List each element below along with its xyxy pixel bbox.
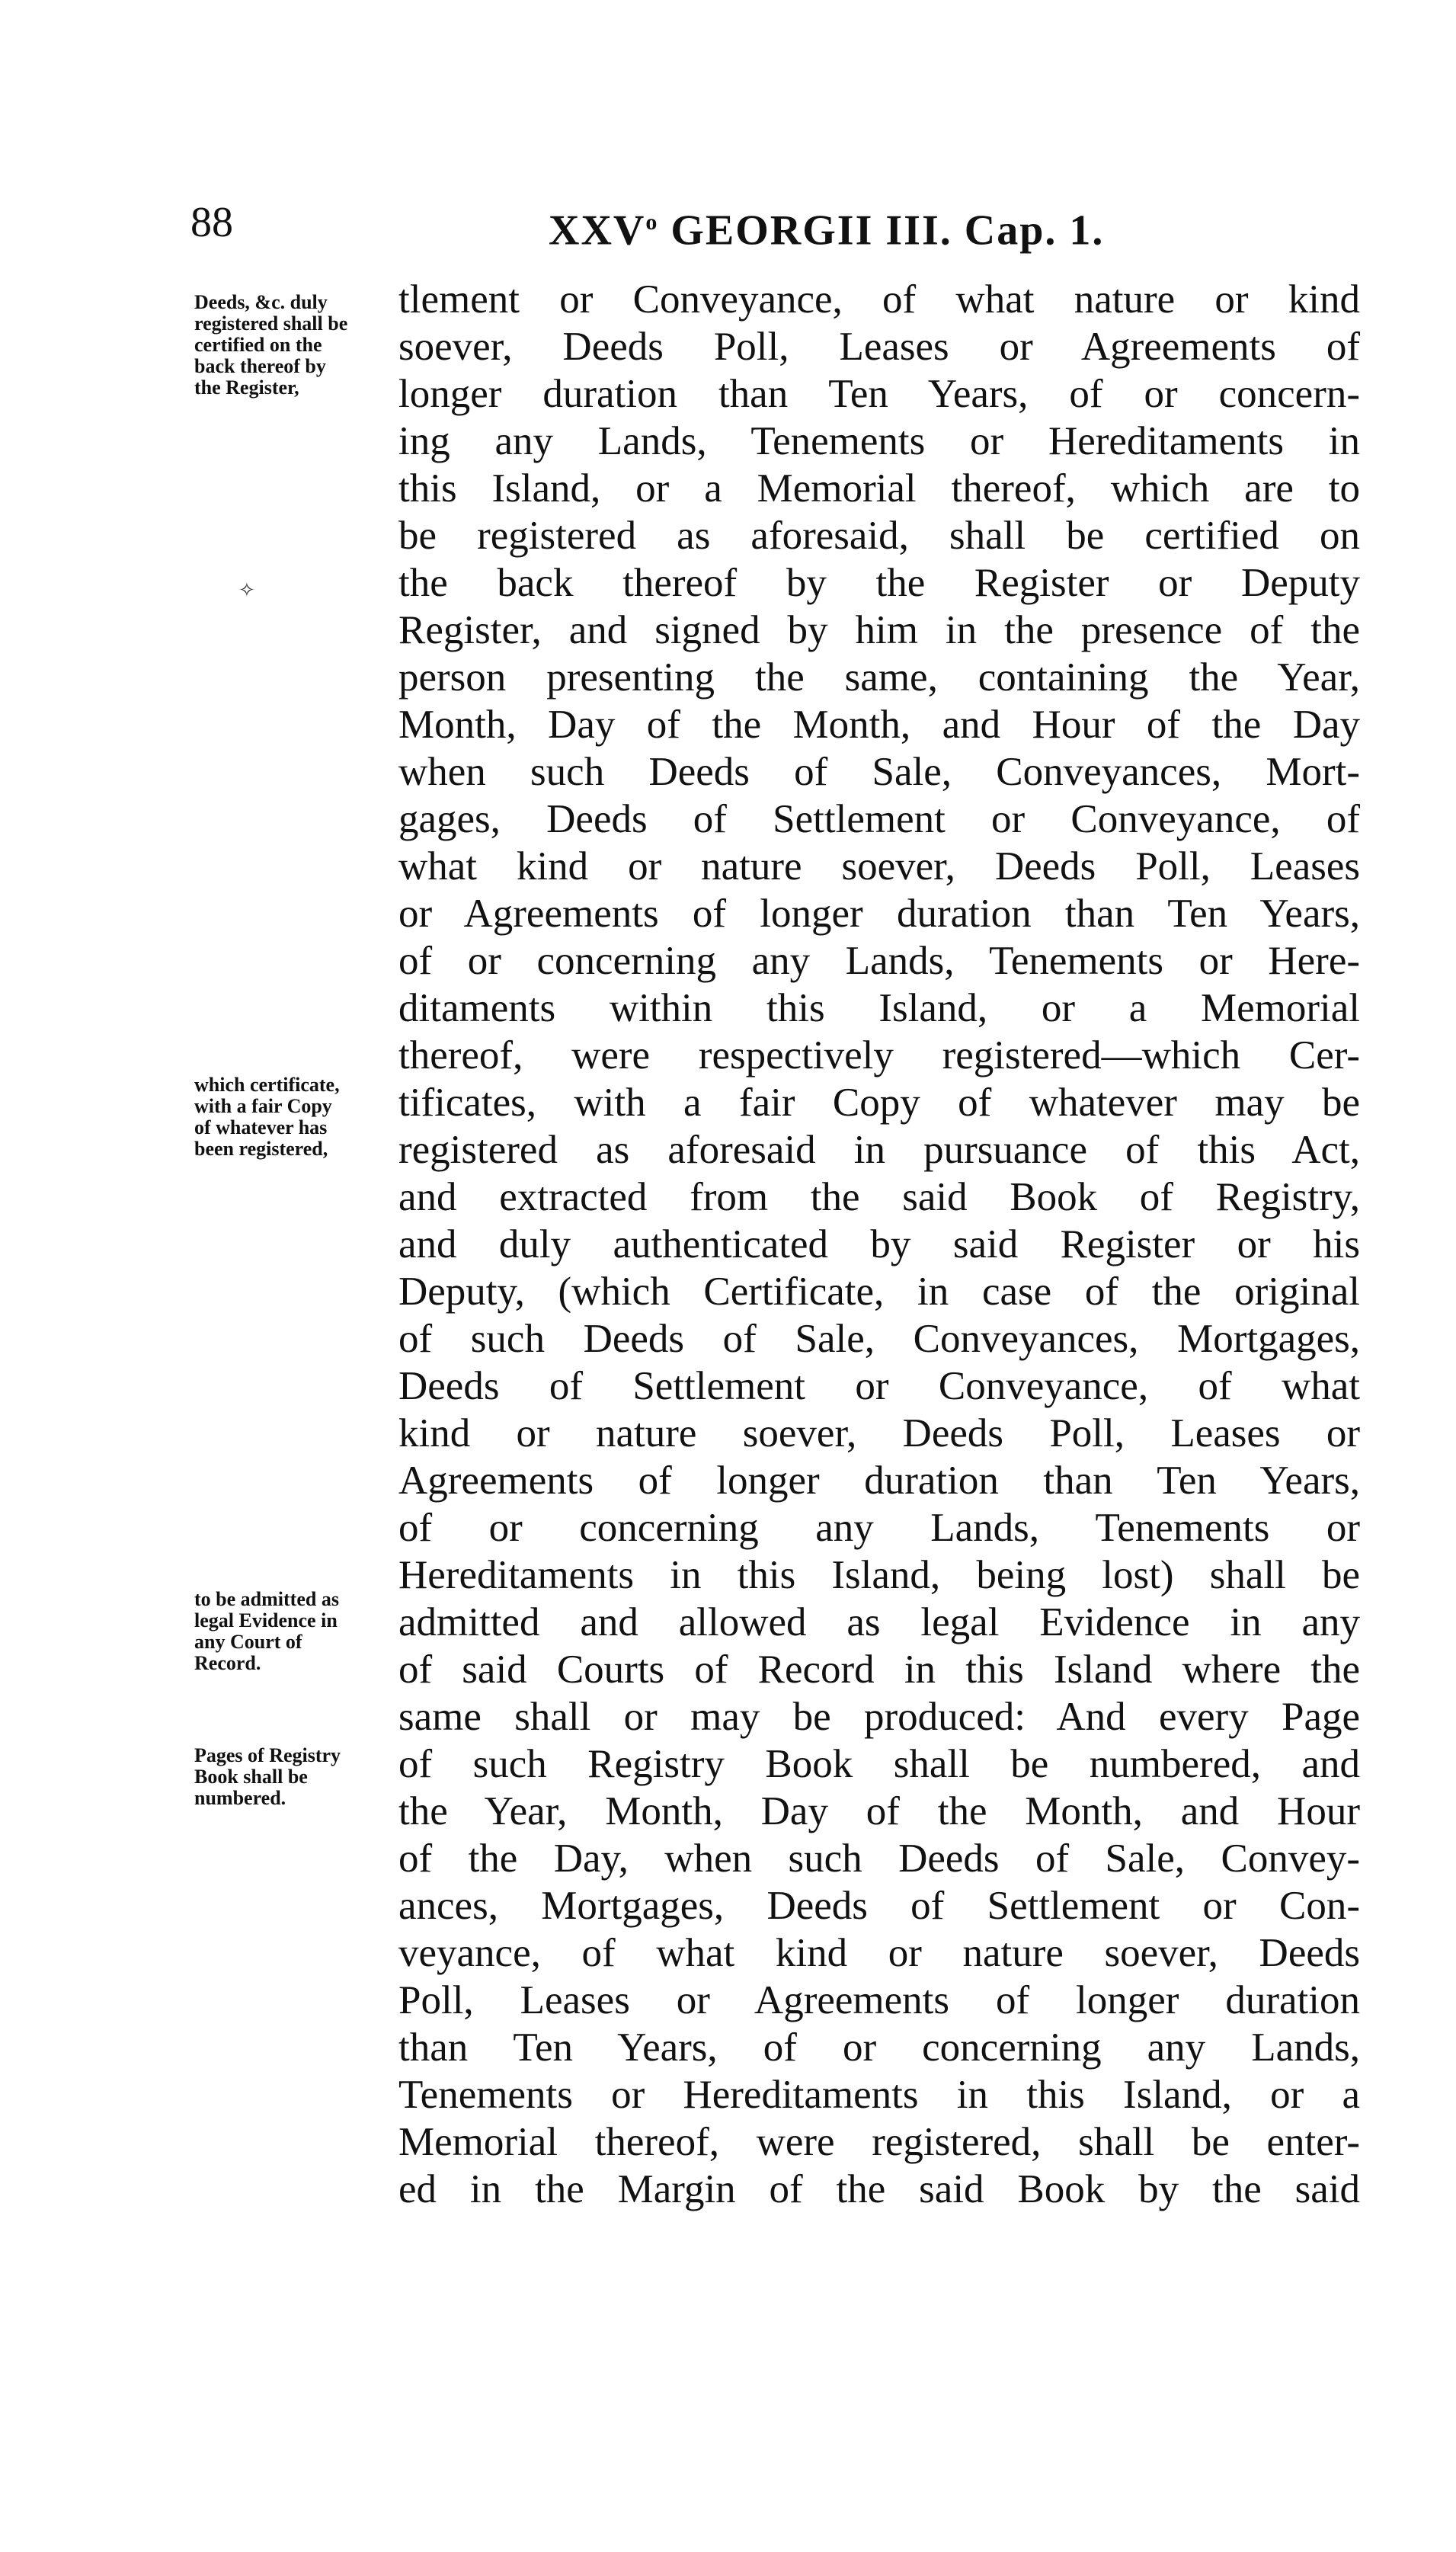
margin-note-line: back thereof by xyxy=(194,355,326,377)
body-line: ances, Mortgages, Deeds of Settlement or Con- xyxy=(398,1884,1360,1928)
body-line: of such Deeds of Sale, Conveyances, Mortgages, xyxy=(398,1317,1360,1361)
body-line: or Agreements of longer duration than Ten Years, xyxy=(398,892,1360,936)
body-text xyxy=(398,276,1360,2213)
page-header xyxy=(190,192,1257,253)
running-head xyxy=(549,192,1104,261)
body-line: and extracted from the said Book of Registry, xyxy=(398,1175,1360,1219)
margin-note-line: the Register, xyxy=(194,376,299,399)
body-line: be registered as aforesaid, shall be certified on xyxy=(398,514,1360,558)
body-line: ed in the Margin of the said Book by the said xyxy=(398,2167,1360,2211)
margin-note-line: Book shall be xyxy=(194,1766,308,1788)
body-line: the Year, Month, Day of the Month, and Hour xyxy=(398,1789,1360,1833)
body-line: same shall or may be produced: And every Page xyxy=(398,1695,1360,1739)
body-line: Poll, Leases or Agreements of longer duration xyxy=(398,1978,1360,2022)
body-line: registered as aforesaid in pursuance of this Act, xyxy=(398,1128,1360,1172)
body-line: and duly authenticated by said Register or his xyxy=(398,1222,1360,1266)
margin-note-line: to be admitted as xyxy=(194,1588,339,1610)
margin-note-line: been registered, xyxy=(194,1138,328,1160)
page-number: 88 xyxy=(190,199,233,246)
body-line: of such Registry Book shall be numbered, and xyxy=(398,1742,1360,1786)
margin-note-line: any Court of xyxy=(194,1631,302,1653)
body-line: ditaments within this Island, or a Memorial xyxy=(398,986,1360,1030)
running-head-prefix: XXV xyxy=(549,207,646,255)
margin-note-line: of whatever has xyxy=(194,1116,328,1138)
body-line: of said Courts of Record in this Island where the xyxy=(398,1647,1360,1692)
running-head-rest: GEORGII III. Cap. 1. xyxy=(658,207,1105,255)
body-line: veyance, of what kind or nature soever, Deeds xyxy=(398,1931,1360,1975)
margin-note-deeds-certified xyxy=(194,292,398,399)
body-line: the back thereof by the Register or Deputy xyxy=(398,561,1360,605)
body-line: soever, Deeds Poll, Leases or Agreements of xyxy=(398,325,1360,369)
margin-note-line: legal Evidence in xyxy=(194,1609,338,1631)
body-line: what kind or nature soever, Deeds Poll, Leases xyxy=(398,844,1360,889)
margin-note-line: registered shall be xyxy=(194,312,348,335)
body-line: Memorial thereof, were registered, shall be enter- xyxy=(398,2120,1360,2164)
margin-note-line: Record. xyxy=(194,1652,261,1674)
body-line: Tenements or Hereditaments in this Island, or a xyxy=(398,2073,1360,2117)
margin-note-certificate-copy xyxy=(194,1074,398,1160)
body-line: Month, Day of the Month, and Hour of the Day xyxy=(398,703,1360,747)
body-line: person presenting the same, containing the Year, xyxy=(398,655,1360,700)
body-line: Deputy, (which Certificate, in case of the original xyxy=(398,1270,1360,1314)
body-line: tlement or Conveyance, of what nature or kind xyxy=(398,277,1360,322)
body-line: of or concerning any Lands, Tenements or xyxy=(398,1506,1360,1550)
body-line: of or concerning any Lands, Tenements or Here- xyxy=(398,939,1360,983)
body-line: longer duration than Ten Years, of or concern- xyxy=(398,372,1360,416)
body-line: Hereditaments in this Island, being lost) shall be xyxy=(398,1553,1360,1597)
body-line: gages, Deeds of Settlement or Conveyance, of xyxy=(398,797,1360,841)
margin-note-line: Deeds, &c. duly xyxy=(194,291,328,313)
body-line: of the Day, when such Deeds of Sale, Convey- xyxy=(398,1836,1360,1881)
body-line: than Ten Years, of or concerning any Lands, xyxy=(398,2025,1360,2070)
body-line: Deeds of Settlement or Conveyance, of what xyxy=(398,1364,1360,1408)
body-line: thereof, were respectively registered—which Cer- xyxy=(398,1033,1360,1077)
body-line: when such Deeds of Sale, Conveyances, Mort- xyxy=(398,750,1360,794)
body-line: Agreements of longer duration than Ten Years, xyxy=(398,1459,1360,1503)
margin-note-line: certified on the xyxy=(194,334,322,356)
margin-note-line: which certificate, xyxy=(194,1074,340,1096)
margin-note-line: numbered. xyxy=(194,1787,286,1809)
running-head-superscript: o xyxy=(645,210,659,235)
margin-note-pages-numbered xyxy=(194,1745,398,1809)
margin-note-line: with a fair Copy xyxy=(194,1095,332,1117)
margin-mark: ✧ xyxy=(238,579,255,601)
body-line: tificates, with a fair Copy of whatever may be xyxy=(398,1081,1360,1125)
margin-note-line: Pages of Registry xyxy=(194,1744,341,1766)
body-line: ing any Lands, Tenements or Hereditaments in xyxy=(398,419,1360,463)
body-line: this Island, or a Memorial thereof, which are to xyxy=(398,466,1360,511)
body-line: admitted and allowed as legal Evidence in any xyxy=(398,1600,1360,1644)
body-line: kind or nature soever, Deeds Poll, Leases or xyxy=(398,1411,1360,1455)
margin-note-legal-evidence xyxy=(194,1589,398,1674)
body-line: Register, and signed by him in the presence of the xyxy=(398,608,1360,652)
